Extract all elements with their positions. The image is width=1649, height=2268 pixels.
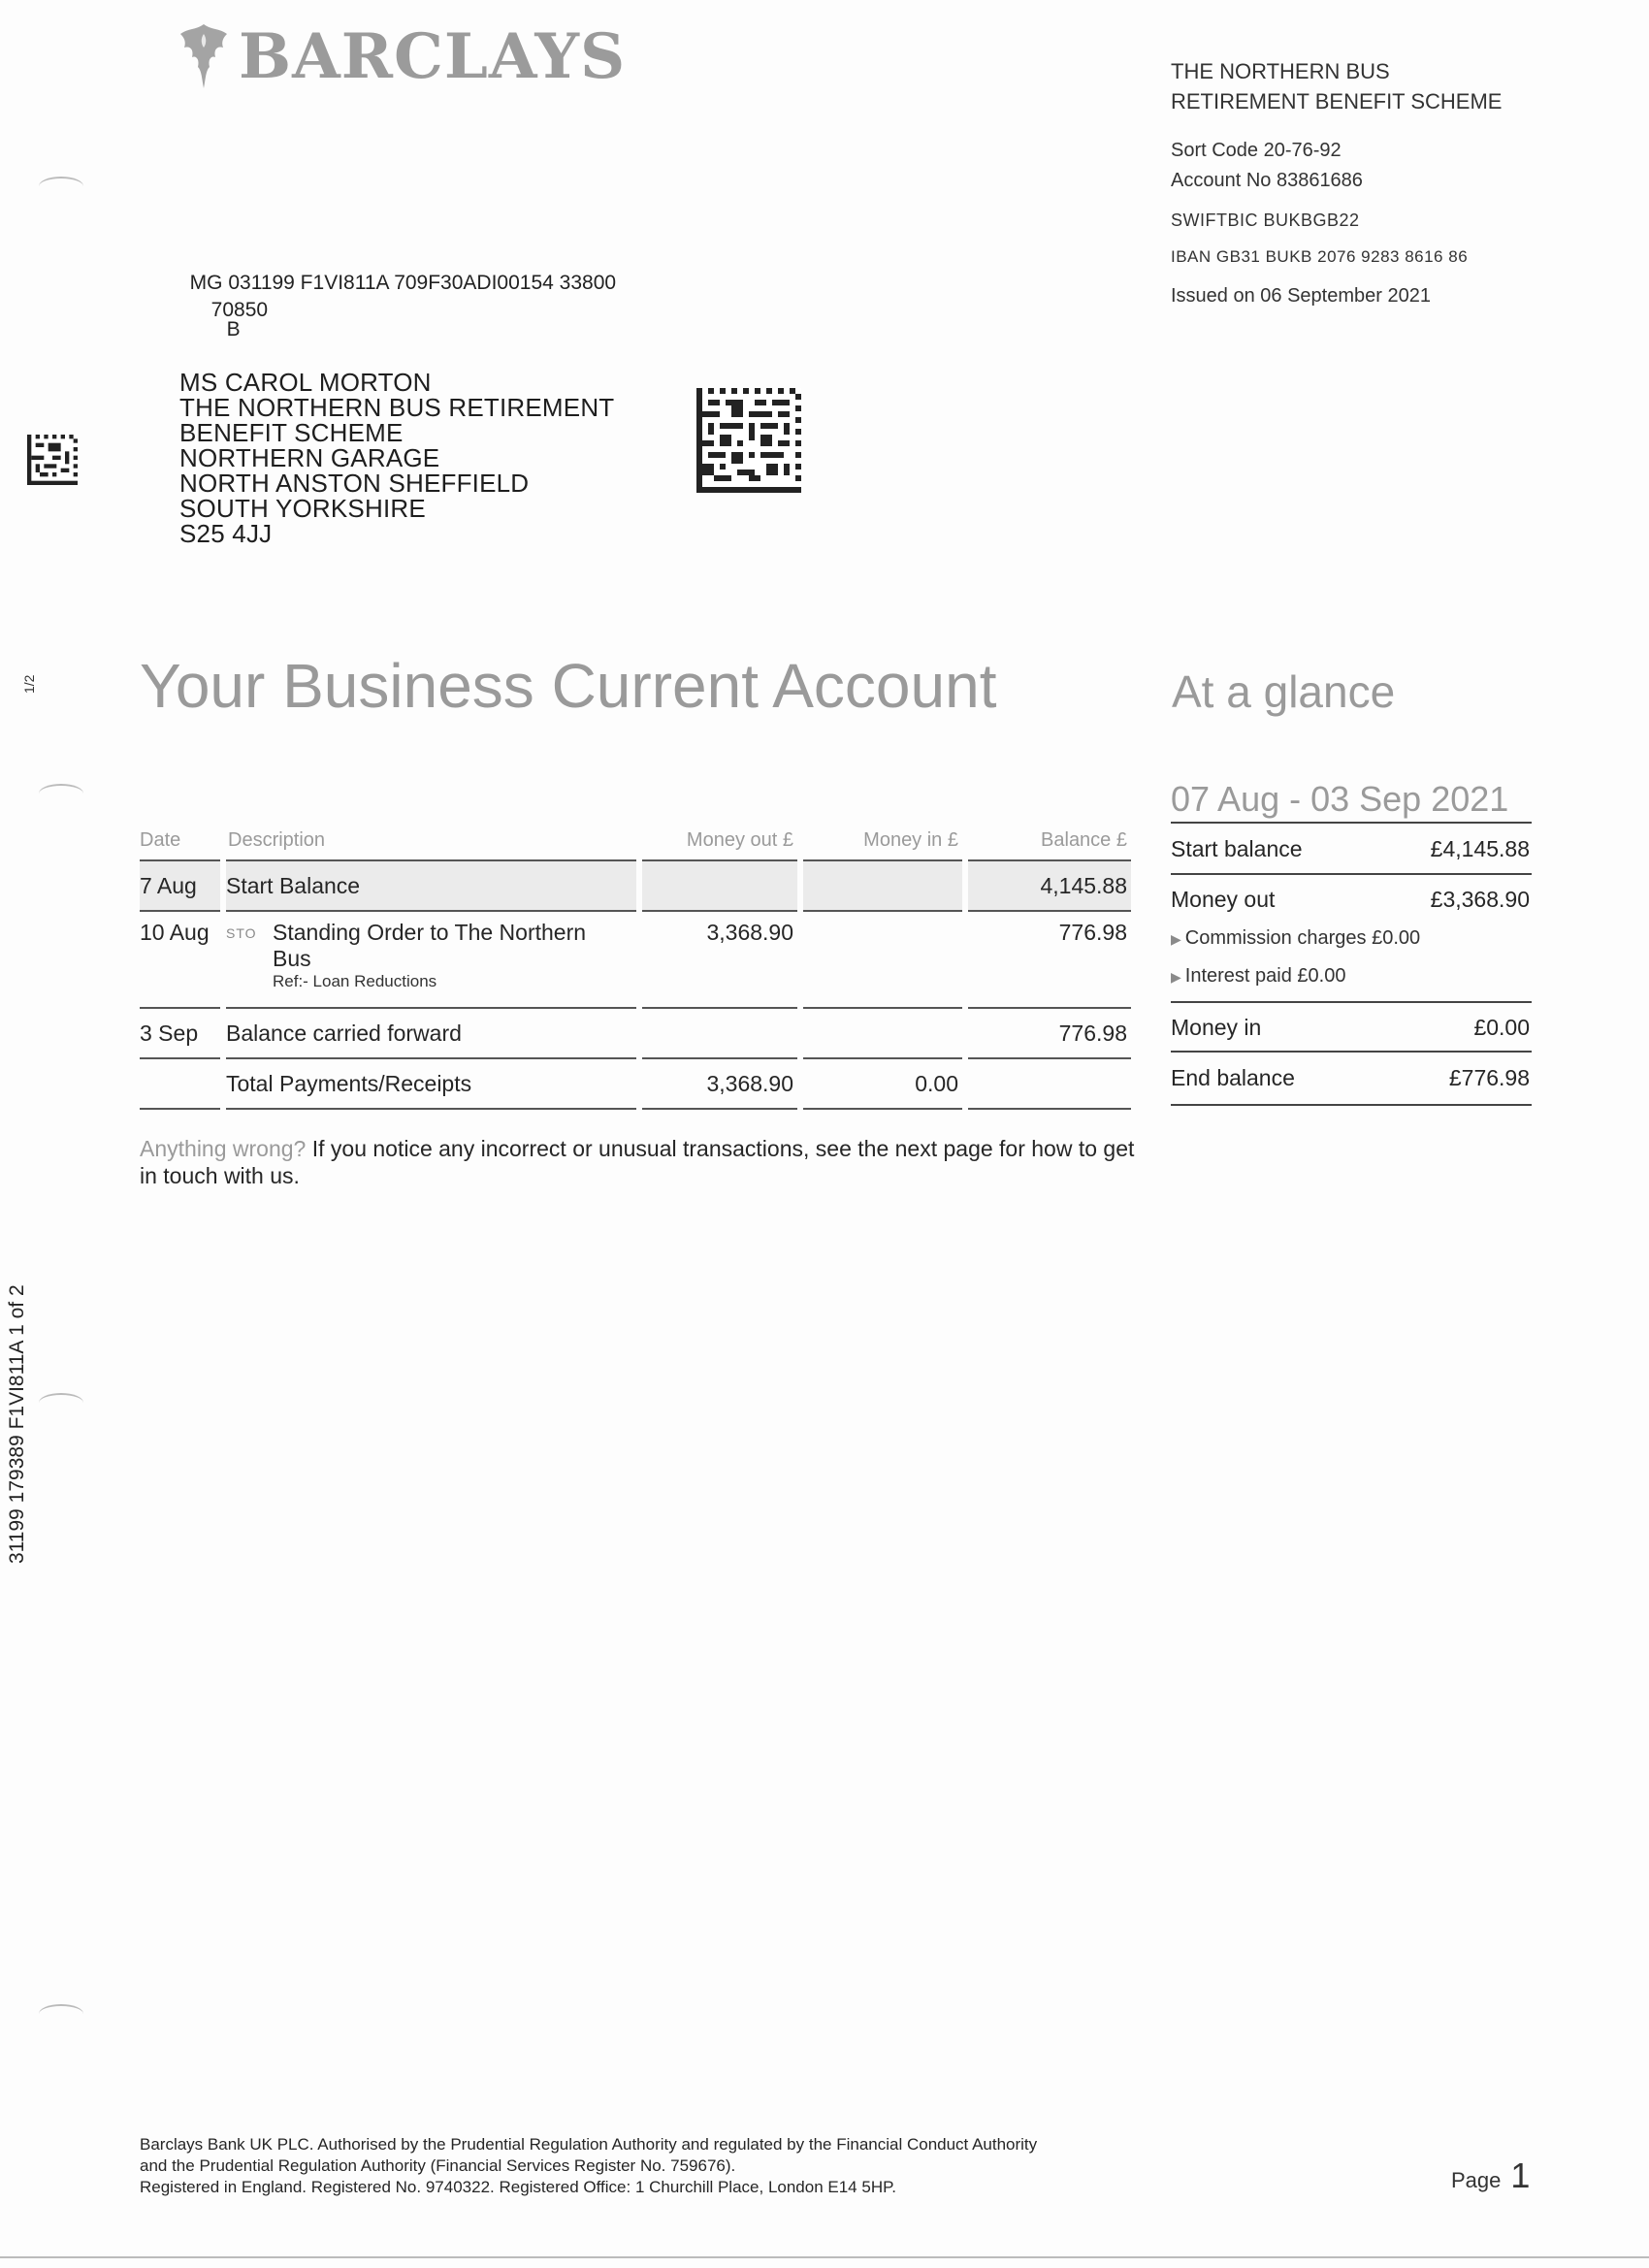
address-line: S25 4JJ xyxy=(179,519,273,548)
glance-money-in xyxy=(1171,1015,1530,1041)
row-money-in xyxy=(800,911,965,1008)
glance-commission: ▶ Commission charges £0.00 xyxy=(1171,927,1421,949)
glance-end-label: End balance xyxy=(1171,1065,1295,1090)
row-money-out xyxy=(639,1008,800,1058)
header-date: Date xyxy=(140,821,223,860)
punch-mark xyxy=(39,177,83,196)
bank-logo xyxy=(175,17,626,95)
address-line: NORTH ANSTON SHEFFIELD xyxy=(179,469,530,498)
notice-lead: Anything wrong? xyxy=(140,1136,307,1161)
row-money-out xyxy=(639,860,800,911)
row-money-in xyxy=(800,860,965,911)
row-date: 7 Aug xyxy=(140,860,223,911)
page-indicator xyxy=(1451,2155,1530,2196)
row-date: 10 Aug xyxy=(140,911,223,1008)
punch-mark xyxy=(39,2004,83,2024)
eagle-icon xyxy=(175,20,233,92)
address-line: NORTHERN GARAGE xyxy=(179,443,440,472)
glance-start-value: £4,145.88 xyxy=(1430,836,1530,861)
row-date xyxy=(140,1058,223,1109)
glance-divider xyxy=(1171,1104,1532,1106)
issued-date: Issued on 06 September 2021 xyxy=(1171,285,1431,307)
reference-number: 70850 xyxy=(210,299,269,321)
glance-divider xyxy=(1171,1051,1532,1053)
glance-start-label: Start balance xyxy=(1171,836,1303,861)
data-matrix-code xyxy=(696,388,801,493)
side-reference-code: 31199 179389 F1VI811A 1 of 2 xyxy=(6,1284,28,1564)
glance-period: 07 Aug - 03 Sep 2021 xyxy=(1171,779,1532,824)
glance-divider xyxy=(1171,1001,1532,1003)
row-reference: Ref:- Loan Reductions xyxy=(273,972,437,990)
iban: IBAN GB31 BUKB 2076 9283 8616 86 xyxy=(1171,247,1469,266)
scan-edge-line xyxy=(0,2256,1649,2258)
footer-line: Barclays Bank UK PLC. Authorised by the Prudential Regulation Authority and regulated by the Financial Conduct Authority xyxy=(140,2135,1038,2154)
account-number: Account No 83861686 xyxy=(1171,170,1363,191)
glance-start-balance xyxy=(1171,836,1530,862)
punch-mark xyxy=(39,784,83,803)
table-row xyxy=(140,860,1131,911)
reference-letter: B xyxy=(226,318,241,340)
glance-end-value: £776.98 xyxy=(1448,1065,1530,1090)
row-description: Standing Order to The Northern xyxy=(273,920,587,945)
row-description-continued: Bus xyxy=(273,946,311,971)
footer-line: and the Prudential Regulation Authority (Financial Services Register No. 759676). xyxy=(140,2156,736,2175)
address-line: THE NORTHERN BUS RETIREMENT xyxy=(179,393,615,422)
row-balance: 4,145.88 xyxy=(965,860,1131,911)
glance-divider xyxy=(1171,873,1532,875)
row-description: Total Payments/Receipts xyxy=(223,1058,639,1109)
glance-in-value: £0.00 xyxy=(1473,1015,1530,1040)
recipient-address xyxy=(179,370,614,546)
account-holder-line2: RETIREMENT BENEFIT SCHEME xyxy=(1171,89,1503,113)
side-data-matrix-code xyxy=(27,435,78,485)
account-holder-line1: THE NORTHERN BUS xyxy=(1171,59,1390,83)
header-balance: Balance £ xyxy=(965,821,1131,860)
notice-body: If you notice any incorrect or unusual transactions, see the next page for how to get in touch with us. xyxy=(140,1136,1135,1188)
sort-code: Sort Code 20-76-92 xyxy=(1171,140,1342,161)
notice-text xyxy=(140,1135,1139,1189)
glance-interest: ▶ Interest paid £0.00 xyxy=(1171,965,1346,987)
footer-legal xyxy=(140,2134,1158,2198)
row-date: 3 Sep xyxy=(140,1008,223,1058)
header-money-in: Money in £ xyxy=(800,821,965,860)
table-header-row xyxy=(140,821,1131,860)
transactions-table xyxy=(140,821,1131,1110)
glance-end-balance xyxy=(1171,1065,1530,1091)
row-description: Start Balance xyxy=(223,860,639,911)
page-title: Your Business Current Account xyxy=(140,651,997,721)
triangle-right-icon: ▶ xyxy=(1171,931,1181,947)
row-description-cell xyxy=(223,911,639,1008)
row-money-in: 0.00 xyxy=(800,1058,965,1109)
glance-out-label: Money out xyxy=(1171,887,1276,912)
row-description: Balance carried forward xyxy=(223,1008,639,1058)
glance-in-label: Money in xyxy=(1171,1015,1262,1040)
header-money-out: Money out £ xyxy=(639,821,800,860)
row-balance: 776.98 xyxy=(965,1008,1131,1058)
footer-line: Registered in England. Registered No. 9740322. Registered Office: 1 Churchill Place, London E14 5HP. xyxy=(140,2178,896,2196)
glance-title: At a glance xyxy=(1172,666,1396,717)
triangle-right-icon: ▶ xyxy=(1171,969,1181,985)
row-balance xyxy=(965,1058,1131,1109)
row-money-out: 3,368.90 xyxy=(639,911,800,1008)
table-row xyxy=(140,1008,1131,1058)
table-row xyxy=(140,911,1131,1008)
table-total-row xyxy=(140,1058,1131,1109)
address-line: BENEFIT SCHEME xyxy=(179,418,404,447)
page-number: 1 xyxy=(1510,2155,1531,2195)
row-balance: 776.98 xyxy=(965,911,1131,1008)
page-fraction: 1/2 xyxy=(21,674,37,694)
reference-line xyxy=(178,248,616,341)
glance-out-value: £3,368.90 xyxy=(1430,887,1530,912)
header-description: Description xyxy=(223,821,639,860)
page-label: Page xyxy=(1451,2168,1502,2192)
row-money-out: 3,368.90 xyxy=(639,1058,800,1109)
address-line: MS CAROL MORTON xyxy=(179,368,432,397)
glance-money-out xyxy=(1171,887,1530,913)
punch-mark xyxy=(39,1393,83,1412)
bank-name: BARCLAYS xyxy=(239,19,627,93)
address-line: SOUTH YORKSHIRE xyxy=(179,494,426,523)
account-info xyxy=(1171,56,1502,311)
swift-code: SWIFTBIC BUKBGB22 xyxy=(1171,211,1360,230)
transaction-type: STO xyxy=(226,925,257,941)
reference-code: MG 031199 F1VI811A 709F30ADI00154 33800 xyxy=(189,272,617,294)
row-money-in xyxy=(800,1008,965,1058)
